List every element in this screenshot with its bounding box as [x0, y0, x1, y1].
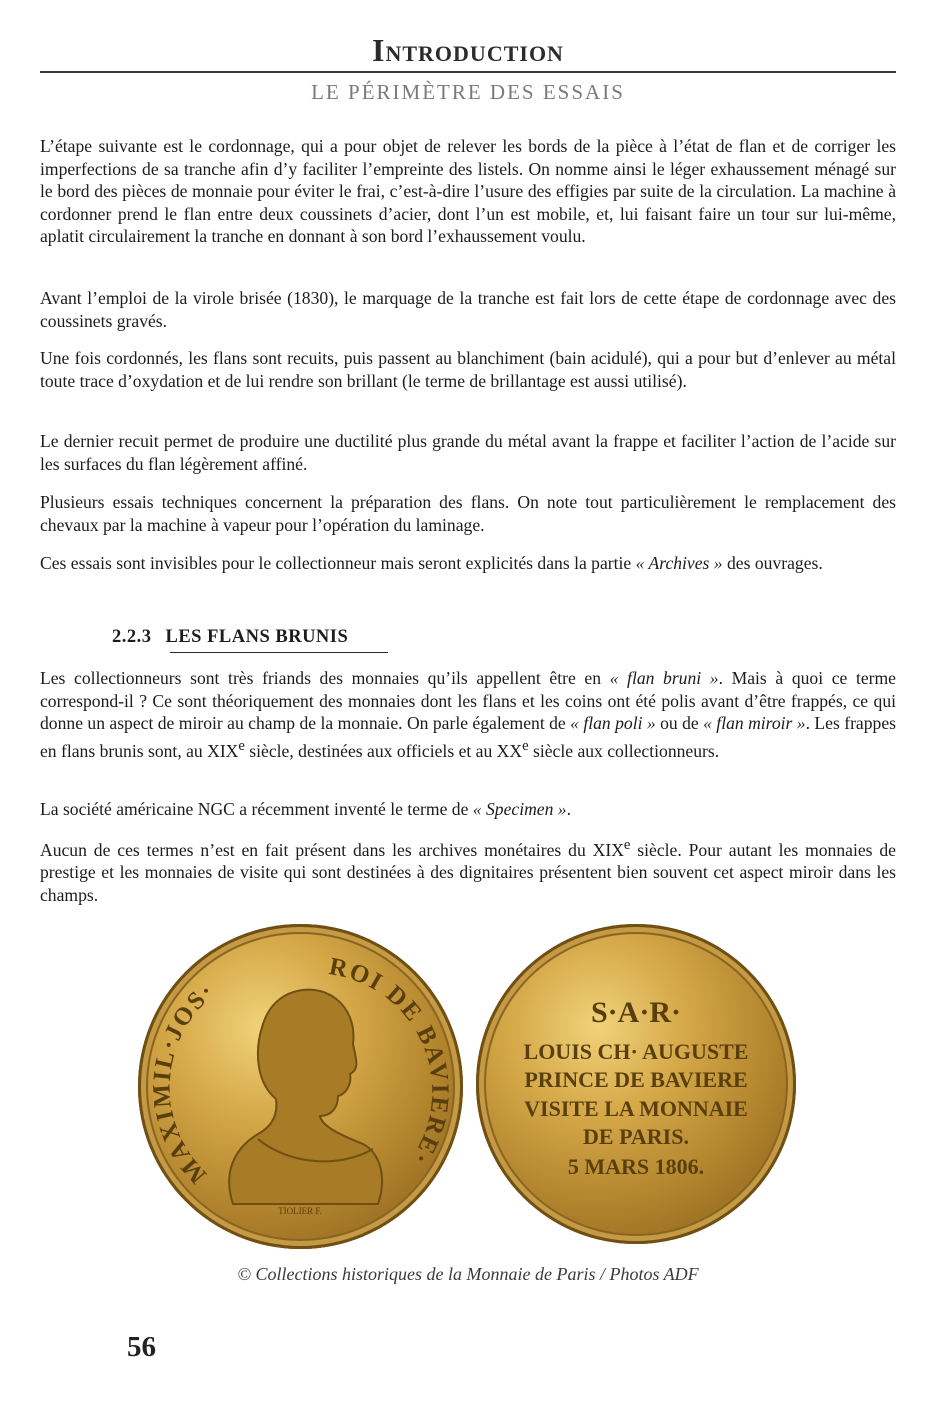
text-run: siècle. Pour autant les monnaies de prestige et les monnaies de visite qui sont destinées à des dignitaires présentent bien souvent cet aspect miroir dans les champs.	[40, 839, 896, 906]
superscript: e	[238, 737, 245, 754]
italic-run: « flan bruni »	[609, 668, 719, 688]
bust-silhouette	[229, 990, 382, 1204]
paragraph-cordonnage: L’étape suivante est le cordonnage, qui a pour objet de relever les bords de la pièce à l’état de flan et de corriger les imperfections de sa tranche afin d’y faciliter l’empreinte des listels. On nomme ainsi le léger exhaussement ménagé sur le bord des pièces de monnaie pour éviter le frai, c’est-à-dire l’usure des effigies par suite de la circulation. La machine à cordonner prend le flan entre deux coussinets d’acier, dont l’un est mobile, et, lui faisant faire un tour sur lui-même, aplatit circulairement la tranche en donnant à son bord l’exhaussement voulu.	[40, 136, 896, 247]
text-run: Les collectionneurs sont très friands des monnaies qu’ils appellent être en	[40, 668, 610, 688]
image-caption: © Collections historiques de la Monnaie de Paris / Photos ADF	[237, 1264, 699, 1284]
reverse-line: VISITE LA MONNAIE	[524, 1096, 748, 1121]
reverse-line: LOUIS CH· AUGUSTE	[523, 1039, 749, 1064]
text-run: siècle aux collectionneurs.	[528, 740, 720, 761]
obverse-legend-right: ROI DE BAVIERE·	[326, 952, 454, 1171]
obverse-legend-left: MAXIMIL·JOS·	[148, 977, 220, 1189]
svg-text:MAXIMIL·JOS·	[148, 977, 220, 1188]
section-title: LES FLANS BRUNIS	[165, 627, 349, 647]
text-run: des ouvrages.	[722, 553, 823, 573]
text-run: Aucun de ces termes n’est en fait présent dans les archives monétaires du XIX	[40, 839, 624, 860]
chapter-title: Introduction	[372, 32, 564, 68]
section-heading	[112, 624, 348, 650]
paragraph-blanchiment: Une fois cordonnés, les flans sont recuits, puis passent au blanchiment (bain acidulé), qui a pour but d’enlever au métal toute trace d’oxydation et de lui rendre son brillant (le terme de brillantage est aussi utilisé).	[40, 348, 896, 391]
superscript: e	[623, 837, 631, 853]
italic-run: « flan poli »	[570, 713, 656, 734]
paragraph-essais-techniques: Plusieurs essais techniques concernent la préparation des flans. On note tout particulièrement le remplacement des chevaux par la machine à vapeur pour l’opération du laminage.	[40, 492, 896, 535]
paragraph-recuit: Le dernier recuit permet de produire une ductilité plus grande du métal avant la frappe et faciliter l’action de l’acide sur les surfaces du flan légèrement affiné.	[40, 431, 896, 474]
coin-reverse-art	[476, 924, 796, 1244]
paragraph-archives-monetaires	[40, 834, 896, 907]
italic-run: « Specimen »	[472, 799, 567, 819]
paragraph-ngc	[40, 798, 896, 821]
text-run: . Mais à quoi ce terme correspond-il ? Ce sont théoriquement des monnaies dont les flans et les coins ont été polis avant d’être frappés, ce qui donne un aspect de miroir au champ de la monnaie. On parle également de	[40, 668, 896, 734]
section-number: 2.2.3	[112, 627, 152, 647]
text-run: .	[566, 799, 572, 819]
paragraph-virole: Avant l’emploi de la virole brisée (1830), le marquage de la tranche est fait lors de cette étape de cordonnage avec des coussinets gravés.	[40, 288, 896, 331]
text-run: ou de	[655, 713, 704, 734]
reverse-line: DE PARIS.	[583, 1124, 689, 1149]
text-run: siècle, destinées aux officiels et au XX	[244, 740, 523, 761]
coin-obverse-art	[138, 924, 463, 1249]
reverse-line: PRINCE DE BAVIERE	[524, 1067, 748, 1092]
chapter-subtitle: LE PÉRIMÈTRE DES ESSAIS	[311, 80, 625, 104]
text-run: Ces essais sont invisibles pour le collectionneur mais seront explicités dans la partie	[40, 553, 636, 573]
coin-obverse-image	[138, 924, 463, 1249]
text-run: La société américaine NGC a récemment inventé le terme de	[40, 799, 473, 819]
italic-run: « Archives »	[635, 553, 723, 573]
reverse-line: S·A·R·	[590, 996, 682, 1029]
paragraph-archives	[40, 552, 896, 575]
superscript: e	[522, 737, 529, 754]
header-divider	[40, 71, 896, 73]
reverse-line: 5 MARS 1806.	[567, 1154, 705, 1179]
italic-run: « flan miroir »	[703, 713, 806, 734]
paragraph-flan-bruni	[40, 667, 896, 762]
engraver-signature: TIOLIER F.	[278, 1206, 322, 1216]
page-number: 56	[127, 1331, 156, 1363]
text-run: . Les frappes en flans brunis sont, au XIX	[40, 713, 896, 761]
coin-reverse-image	[476, 924, 796, 1244]
section-underline	[170, 652, 388, 653]
